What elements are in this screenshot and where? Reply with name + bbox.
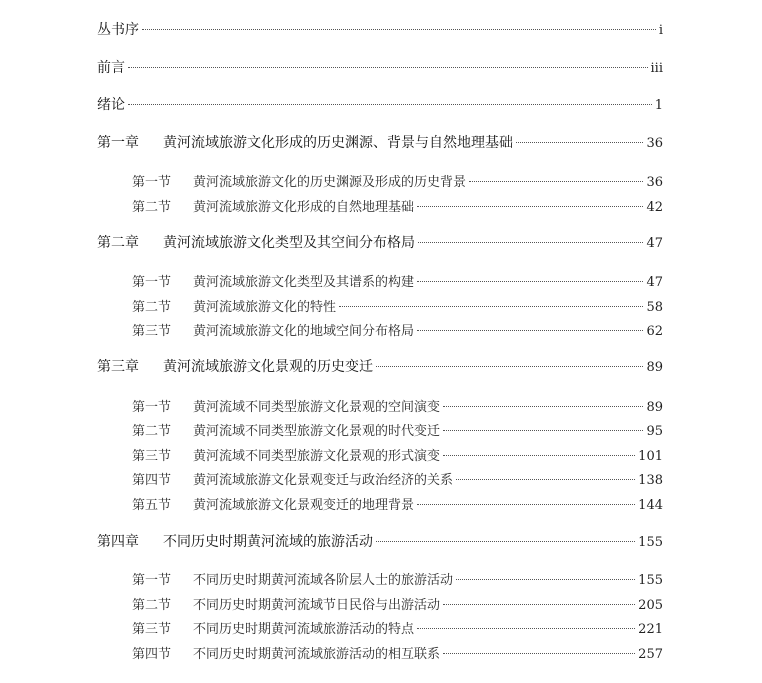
- dot-leader: [443, 604, 635, 605]
- section-page: 47: [646, 275, 663, 290]
- dot-leader: [417, 628, 635, 629]
- section-number: 第二节: [132, 300, 172, 315]
- dot-leader: [516, 142, 643, 143]
- section-number: 第二节: [132, 598, 172, 613]
- toc-section-1-1[interactable]: [132, 173, 663, 195]
- section-page: 36: [646, 175, 663, 190]
- chapter-number: 第三章: [97, 359, 139, 375]
- section-page: 221: [638, 622, 663, 637]
- section-page: 205: [638, 598, 663, 613]
- dot-leader: [443, 406, 643, 407]
- chapter-page: 89: [646, 360, 663, 375]
- section-page: 58: [646, 300, 663, 315]
- section-number: 第一节: [132, 400, 172, 415]
- section-title: 黄河流域不同类型旅游文化景观的时代变迁: [193, 424, 441, 439]
- dot-leader: [417, 504, 635, 505]
- dot-leader: [128, 104, 652, 105]
- dot-leader: [128, 67, 648, 68]
- toc-entry-page: iii: [650, 61, 663, 76]
- toc-section-3-1[interactable]: [132, 398, 663, 420]
- toc-section-4-2[interactable]: [132, 596, 663, 618]
- toc-chapter-3[interactable]: [97, 357, 663, 379]
- toc-entry-page: i: [658, 23, 663, 38]
- section-title: 不同历史时期黄河流域各阶层人士的旅游活动: [193, 573, 454, 588]
- section-title: 黄河流域旅游文化类型及其谱系的构建: [193, 275, 415, 290]
- dot-leader: [469, 181, 643, 182]
- section-page: 257: [638, 647, 663, 662]
- section-number: 第二节: [132, 200, 172, 215]
- toc-section-3-2[interactable]: [132, 422, 663, 444]
- toc-entry-title: 前言: [97, 60, 125, 76]
- chapter-page: 155: [638, 535, 663, 550]
- toc-chapter-2[interactable]: [97, 233, 663, 255]
- dot-leader: [142, 29, 656, 30]
- toc-section-4-3[interactable]: [132, 620, 663, 642]
- section-title: 黄河流域旅游文化的特性: [193, 300, 337, 315]
- toc-entry-front-3[interactable]: [97, 95, 663, 117]
- section-title: 黄河流域旅游文化景观变迁与政治经济的关系: [193, 473, 454, 488]
- section-page: 101: [638, 449, 663, 464]
- section-number: 第四节: [132, 473, 172, 488]
- section-title: 不同历史时期黄河流域节日民俗与出游活动: [193, 598, 441, 613]
- dot-leader: [417, 206, 643, 207]
- section-page: 138: [638, 473, 663, 488]
- toc-entry-front-1[interactable]: [97, 20, 663, 42]
- chapter-title: 黄河流域旅游文化景观的历史变迁: [163, 359, 373, 375]
- chapter-title: 黄河流域旅游文化类型及其空间分布格局: [163, 235, 415, 251]
- chapter-title: 不同历史时期黄河流域的旅游活动: [163, 534, 373, 550]
- section-title: 不同历史时期黄河流域旅游活动的相互联系: [193, 647, 441, 662]
- section-number: 第二节: [132, 424, 172, 439]
- section-number: 第三节: [132, 324, 172, 339]
- dot-leader: [339, 306, 643, 307]
- dot-leader: [418, 242, 643, 243]
- chapter-number: 第二章: [97, 235, 139, 251]
- toc-section-3-3[interactable]: [132, 447, 663, 469]
- section-title: 黄河流域旅游文化景观变迁的地理背景: [193, 498, 415, 513]
- section-title: 黄河流域不同类型旅游文化景观的形式演变: [193, 449, 441, 464]
- toc-section-3-4[interactable]: [132, 471, 663, 493]
- section-number: 第一节: [132, 573, 172, 588]
- dot-leader: [456, 479, 635, 480]
- toc-entry-title: 丛书序: [97, 22, 139, 38]
- section-title: 黄河流域不同类型旅游文化景观的空间演变: [193, 400, 441, 415]
- toc-section-4-1[interactable]: [132, 571, 663, 593]
- toc-chapter-4[interactable]: [97, 532, 663, 554]
- chapter-title: 黄河流域旅游文化形成的历史渊源、背景与自然地理基础: [163, 135, 513, 151]
- toc-section-1-2[interactable]: [132, 198, 663, 220]
- toc-entry-front-2[interactable]: [97, 58, 663, 80]
- section-title: 黄河流域旅游文化的历史渊源及形成的历史背景: [193, 175, 467, 190]
- chapter-page: 36: [646, 136, 663, 151]
- dot-leader: [456, 579, 635, 580]
- section-number: 第一节: [132, 175, 172, 190]
- toc-section-3-5[interactable]: [132, 496, 663, 518]
- section-page: 42: [646, 200, 663, 215]
- section-number: 第一节: [132, 275, 172, 290]
- chapter-number: 第一章: [97, 135, 139, 151]
- toc-section-2-3[interactable]: [132, 322, 663, 344]
- section-page: 62: [646, 324, 663, 339]
- dot-leader: [417, 281, 643, 282]
- section-page: 95: [646, 424, 663, 439]
- chapter-number: 第四章: [97, 534, 139, 550]
- section-page: 155: [638, 573, 663, 588]
- dot-leader: [417, 330, 643, 331]
- section-number: 第四节: [132, 647, 172, 662]
- section-title: 黄河流域旅游文化形成的自然地理基础: [193, 200, 415, 215]
- toc-entry-page: 1: [654, 98, 663, 113]
- toc-entry-title: 绪论: [97, 97, 125, 113]
- chapter-page: 47: [646, 236, 663, 251]
- dot-leader: [443, 653, 635, 654]
- section-page: 144: [638, 498, 663, 513]
- toc-section-4-4[interactable]: [132, 645, 663, 667]
- section-number: 第五节: [132, 498, 172, 513]
- dot-leader: [376, 541, 635, 542]
- toc-section-2-1[interactable]: [132, 273, 663, 295]
- dot-leader: [376, 366, 643, 367]
- section-page: 89: [646, 400, 663, 415]
- section-number: 第三节: [132, 622, 172, 637]
- section-title: 不同历史时期黄河流域旅游活动的特点: [193, 622, 415, 637]
- section-title: 黄河流域旅游文化的地域空间分布格局: [193, 324, 415, 339]
- dot-leader: [443, 430, 643, 431]
- toc-section-2-2[interactable]: [132, 298, 663, 320]
- toc-chapter-1[interactable]: [97, 133, 663, 155]
- section-number: 第三节: [132, 449, 172, 464]
- dot-leader: [443, 455, 635, 456]
